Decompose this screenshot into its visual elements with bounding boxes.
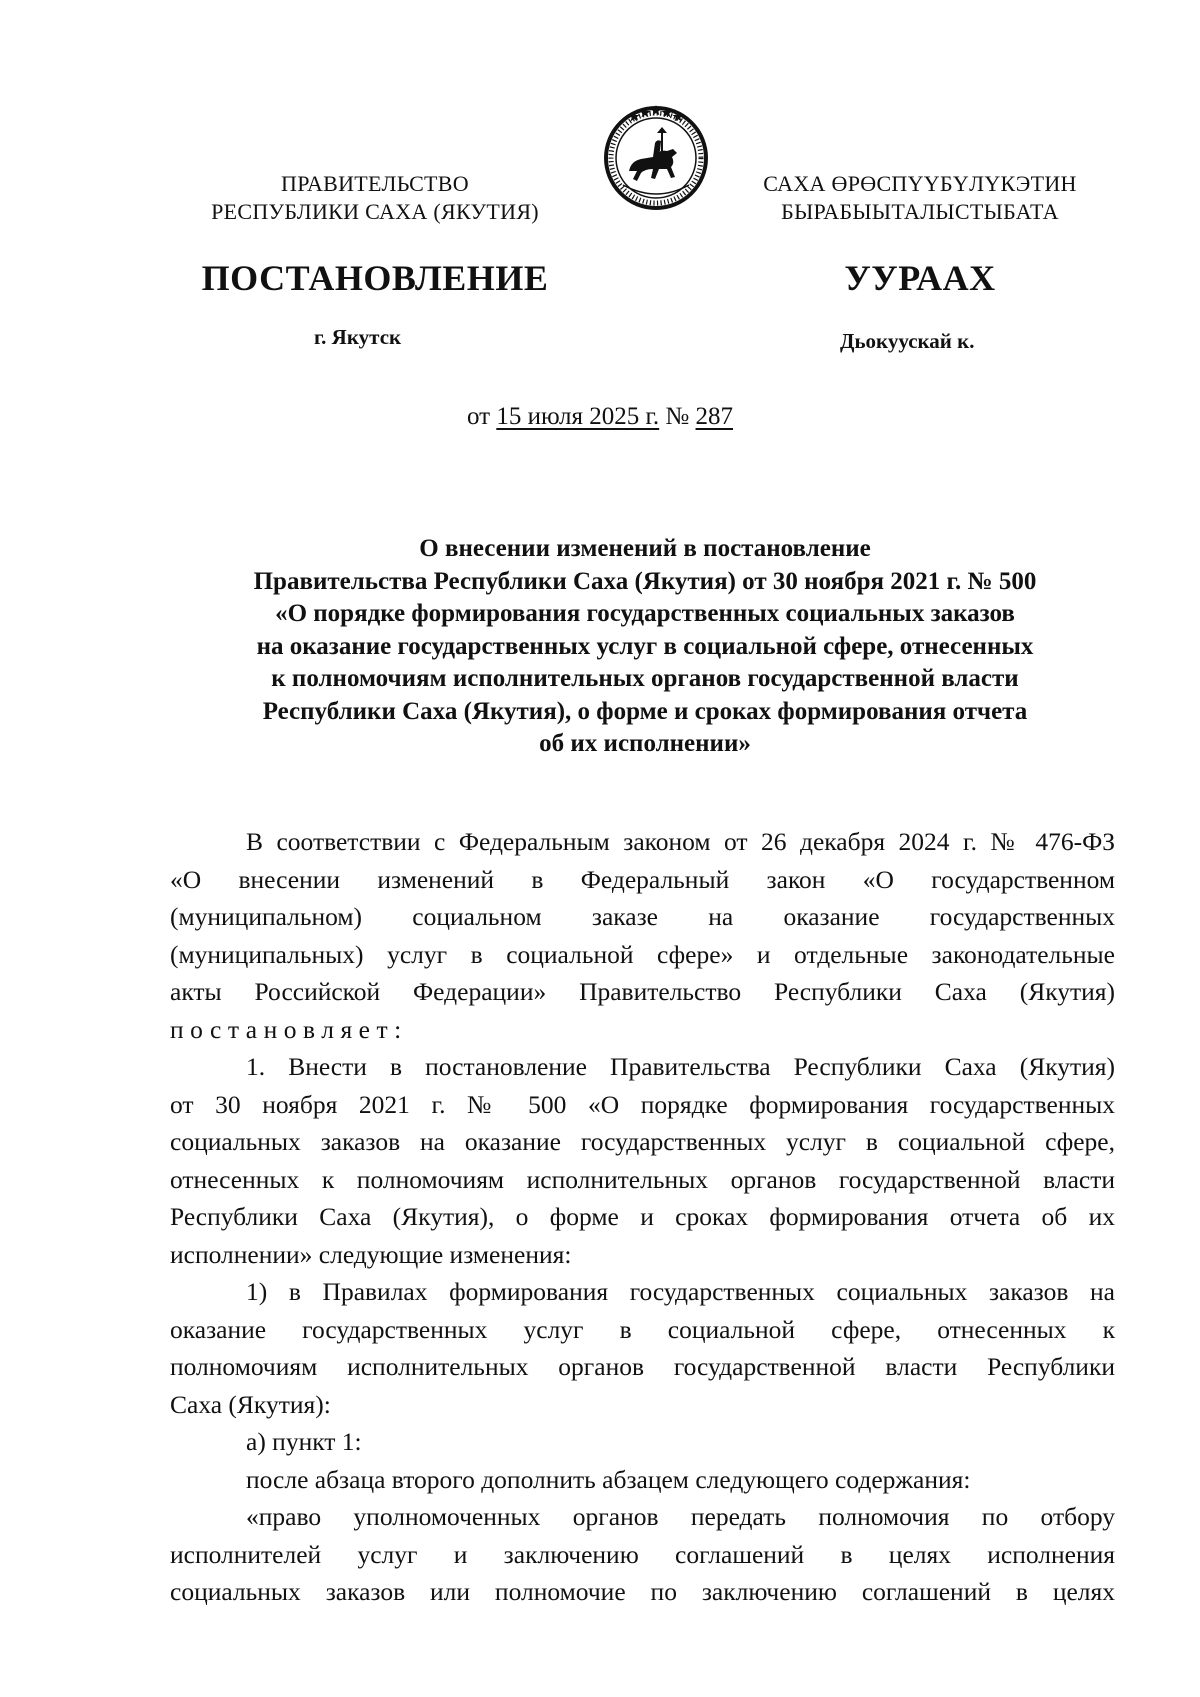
title-line: на оказание государственных услуг в социальной сфере, отнесенных bbox=[256, 632, 1034, 660]
body-line: (муниципальных) услуг в социальной сфере» и отдельные законодательные bbox=[170, 939, 1115, 969]
document-body bbox=[170, 823, 1115, 1611]
body-line: «О внесении изменений в Федеральный закон «О государственном bbox=[170, 864, 1115, 894]
body-line: акты Российской Федерации» Правительство Республики Саха (Якутия) bbox=[170, 977, 1115, 1006]
body-line: а) пункт 1: bbox=[246, 1427, 362, 1456]
number-prefix: № bbox=[659, 403, 696, 430]
government-name-yakut-line-1: САХА ӨРӨСПҮҮБҮЛҮКЭТИН bbox=[763, 171, 1077, 196]
city-russian: г. Якутск bbox=[314, 325, 402, 349]
doc-type-yakut: УУРААХ bbox=[844, 258, 996, 298]
government-name-line-1: ПРАВИТЕЛЬСТВО bbox=[281, 171, 469, 196]
date-line bbox=[0, 403, 1200, 431]
title-line: к полномочиям исполнительных органов государственной власти bbox=[271, 665, 1019, 692]
body-line: Республики Саха (Якутия), о форме и сроках формирования отчета об их bbox=[170, 1202, 1115, 1231]
body-line: от 30 ноября 2021 г. № 500 «О порядке формирования государственных bbox=[170, 1089, 1115, 1119]
government-name-yakut-line-2: БЫРАБЫЫТАЛЫСТЫБАТА bbox=[781, 199, 1059, 224]
body-line: Саха (Якутия): bbox=[170, 1389, 331, 1419]
body-line: 1) в Правилах формирования государственных социальных заказов на bbox=[246, 1277, 1115, 1306]
document-number: 287 bbox=[695, 403, 734, 430]
date-prefix: от bbox=[466, 403, 497, 430]
title-line: Правительства Республики Саха (Якутия) от 30 ноября 2021 г. № 500 bbox=[253, 567, 1037, 595]
body-line: исполнителей услуг и заключению соглашений в целях исполнения bbox=[170, 1539, 1115, 1569]
body-line: социальных заказов на оказание государственных услуг в социальной сфере, bbox=[170, 1127, 1115, 1156]
body-line: (муниципальном) социальном заказе на оказание государственных bbox=[170, 902, 1115, 931]
title-line: О внесении изменений в постановление bbox=[419, 535, 871, 562]
government-name-yakut bbox=[735, 170, 1105, 226]
government-name-line-2: РЕСПУБЛИКИ САХА (ЯКУТИЯ) bbox=[211, 199, 539, 224]
title-line: «О порядке формирования государственных социальных заказов bbox=[275, 600, 1015, 627]
city-yakut: Дьокуускай к. bbox=[840, 329, 975, 353]
body-line: исполнении» следующие изменения: bbox=[170, 1239, 572, 1269]
body-line-resolves: постановляет: bbox=[170, 1014, 408, 1044]
body-line: отнесенных к полномочиям исполнительных органов государственной власти bbox=[170, 1164, 1115, 1194]
body-line: В соответствии с Федеральным законом от 26 декабря 2024 г. № 476-ФЗ bbox=[246, 827, 1115, 856]
government-name-russian bbox=[185, 170, 565, 226]
title-line: Республики Саха (Якутия), о форме и сроках формирования отчета bbox=[262, 697, 1028, 725]
body-line: после абзаца второго дополнить абзацем следующего содержания: bbox=[246, 1464, 971, 1494]
coat-of-arms-icon bbox=[601, 103, 711, 213]
body-line: оказание государственных услуг в социальной сфере, отнесенных к bbox=[170, 1314, 1115, 1344]
title-line: об их исполнении» bbox=[539, 730, 751, 757]
body-line: полномочиям исполнительных органов государственной власти Республики bbox=[170, 1352, 1115, 1381]
document-date: 15 июля 2025 г. bbox=[496, 403, 660, 430]
body-line: «право уполномоченных органов передать полномочия по отбору bbox=[246, 1502, 1115, 1531]
document-title bbox=[170, 533, 1120, 761]
body-line: 1. Внести в постановление Правительства Республики Саха (Якутия) bbox=[246, 1052, 1115, 1081]
doc-type-russian: ПОСТАНОВЛЕНИЕ bbox=[201, 258, 549, 298]
body-line: социальных заказов или полномочие по заключению соглашений в целях bbox=[170, 1577, 1115, 1606]
